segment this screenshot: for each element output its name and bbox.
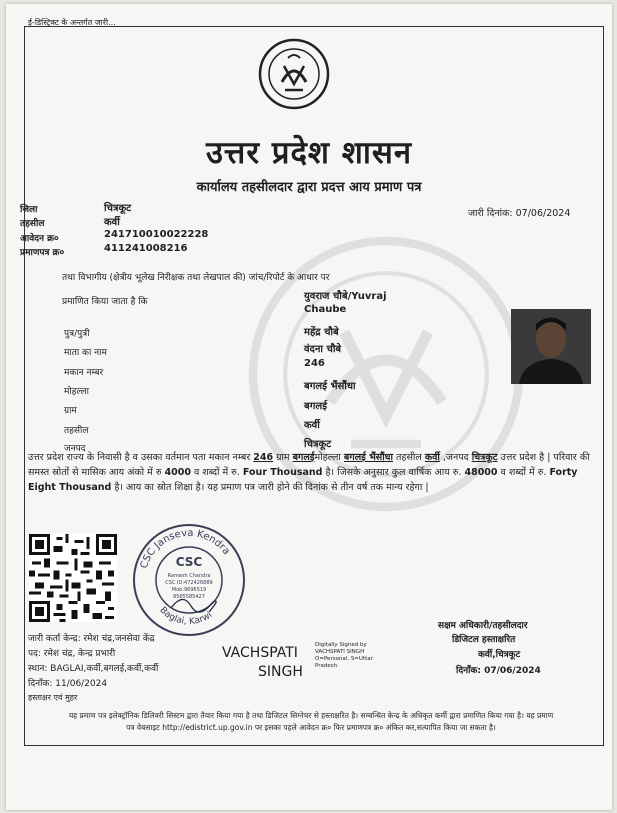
intro-line-1: तथा विभागीय (क्षेत्रीय भूलेख निरीक्षक तथा लेखपाल की) जांच/रिपोर्ट के आधार पर — [62, 273, 330, 283]
handwritten-signature — [171, 599, 216, 612]
person-district-label: जनपद — [64, 444, 86, 454]
document-title: उत्तर प्रदेश शासन — [205, 135, 413, 171]
header-note: ई-डिस्ट्रिक्ट के अन्तर्गत जारी... — [28, 18, 116, 27]
seal-ring-text: CSC Janseva Kendra — [138, 527, 232, 571]
intro-line-2: प्रमाणित किया जाता है कि — [62, 297, 148, 307]
person-name-line-1: युवराज चौबे/Yuvraj — [304, 291, 387, 302]
mohalla-value: बगलई भैंसौंधा — [304, 381, 356, 392]
application-label: आवेदन क्र० — [20, 234, 59, 244]
authority-office: कर्वी,चित्रकूट — [478, 650, 521, 660]
certificate-value: 411241008216 — [104, 243, 188, 254]
mohalla-label: मोहल्ला — [64, 387, 89, 397]
qr-code-icon — [29, 534, 117, 622]
village-value: बगलई — [304, 401, 328, 412]
seal-line-2: CSC ID:472426889 — [165, 580, 213, 586]
seal-bottom-text: Baglai, Karwi — [157, 605, 215, 628]
district-label: जिला — [20, 205, 38, 215]
house-value: 246 — [304, 358, 325, 369]
issuer-post: पद: रमेश चंद्र, केन्द्र प्रभारी — [28, 649, 116, 659]
seal-line-3: Mob:9696519 — [171, 587, 207, 593]
authority-date: दिनाँक: 07/06/2024 — [456, 666, 541, 676]
certificate-sheet — [6, 4, 612, 810]
document-subtitle: कार्यालय तहसीलदार द्वारा प्रदत्त आय प्रमाण पत्र — [196, 180, 422, 195]
seal-line-4: 8565585427 — [173, 594, 205, 600]
person-district-value: चित्रकूट — [304, 439, 332, 450]
son-of-label: पुत्र/पुत्री — [64, 329, 90, 339]
certificate-label: प्रमाणपत्र क्र० — [20, 248, 65, 258]
son-of-value: महेंद्र चौबे — [304, 327, 339, 338]
seal-center-text: CSC — [175, 555, 203, 569]
district-value: चित्रकूट — [104, 203, 132, 214]
person-tehsil-value: कर्वी — [304, 420, 320, 431]
village-label: ग्राम — [64, 406, 77, 416]
digital-signature-note: Digitally Signed by VACHSPATI SINGH O=Personal, S=Uttar Pradesh — [315, 642, 373, 669]
authority-sign: डिजिटल हस्ताक्षरित — [452, 635, 516, 645]
issue-date: जारी दिनांक: 07/06/2024 — [468, 208, 571, 219]
house-label: मकान नम्बर — [64, 368, 104, 378]
csc-seal-stamp — [131, 522, 247, 638]
issuer-date: दिनाँक: 11/06/2024 — [28, 679, 108, 689]
digital-signer-line-2: SINGH — [258, 664, 303, 680]
authority-title: सक्षम अधिकारी/तहसीलदार — [438, 621, 528, 631]
applicant-photo — [511, 309, 591, 384]
tehsil-label: तहसील — [20, 219, 45, 229]
application-value: 241710010022228 — [104, 229, 209, 240]
issuer-place: स्थान: BAGLAI,कर्वी,बगलई,कर्वी,कर्वी — [28, 664, 159, 674]
seal-line-1: Ramesh Chandra — [167, 573, 211, 579]
mother-label: माता का नाम — [64, 348, 107, 358]
income-paragraph: उत्तर प्रदेश राज्य के निवासी है व उसका वर्तमान पता मकान नम्बर 246 ग्राम बगलईमोहल्ला बगलई भैंसौंधा तहसील कर्वी ,जनपद चित्रकूट उत्तर प्रदेश है | परिवार की समस्त स्रोतों से मासिक आय अंको में रु 4000 व शब्दों में रु. Four Thousand है। जिसके अनुसार कुल वार्षिक आय रु. 48000 व शब्दों में रु. Forty Eight Thousand है। आय का स्रोत शिक्षा है। यह प्रमाण पत्र जारी होने की दिनांक से तीन वर्ष तक मान्य रहेगा | — [28, 452, 590, 493]
issuer-centre: जारी कर्ता केन्द्र: रमेश चंद्र,जनसेवा केंद्र — [28, 634, 155, 644]
issuer-sign-label: हस्ताक्षर एवं मुहर — [28, 693, 78, 702]
up-government-emblem-icon — [258, 38, 330, 110]
mother-value: वंदना चौबे — [304, 344, 342, 355]
footer-note: यह प्रमाण पत्र इलेक्ट्रॉनिक डिलिवरी सिस्टम द्वारा तैयार किया गया है तथा डिजिटल सिग्नेचर से हस्ताक्षरित है। सम्बन्धित केन्द्र के अधिकृत कर्मी द्वारा प्रमाणित किया गया है। यह प्रमाण पत्र वेबसाइट http://edistrict.up.gov.in पर इसका पहले आवेदन क्र० फिर प्रमाणपत्र क्र० अंकित कर,सत्यापित किया जा सकता है। — [68, 711, 554, 732]
digital-signer-line-1: VACHSPATI — [222, 645, 298, 661]
person-tehsil-label: तहसील — [64, 426, 89, 436]
person-name-line-2: Chaube — [304, 304, 347, 315]
tehsil-value: कर्वी — [104, 217, 120, 228]
